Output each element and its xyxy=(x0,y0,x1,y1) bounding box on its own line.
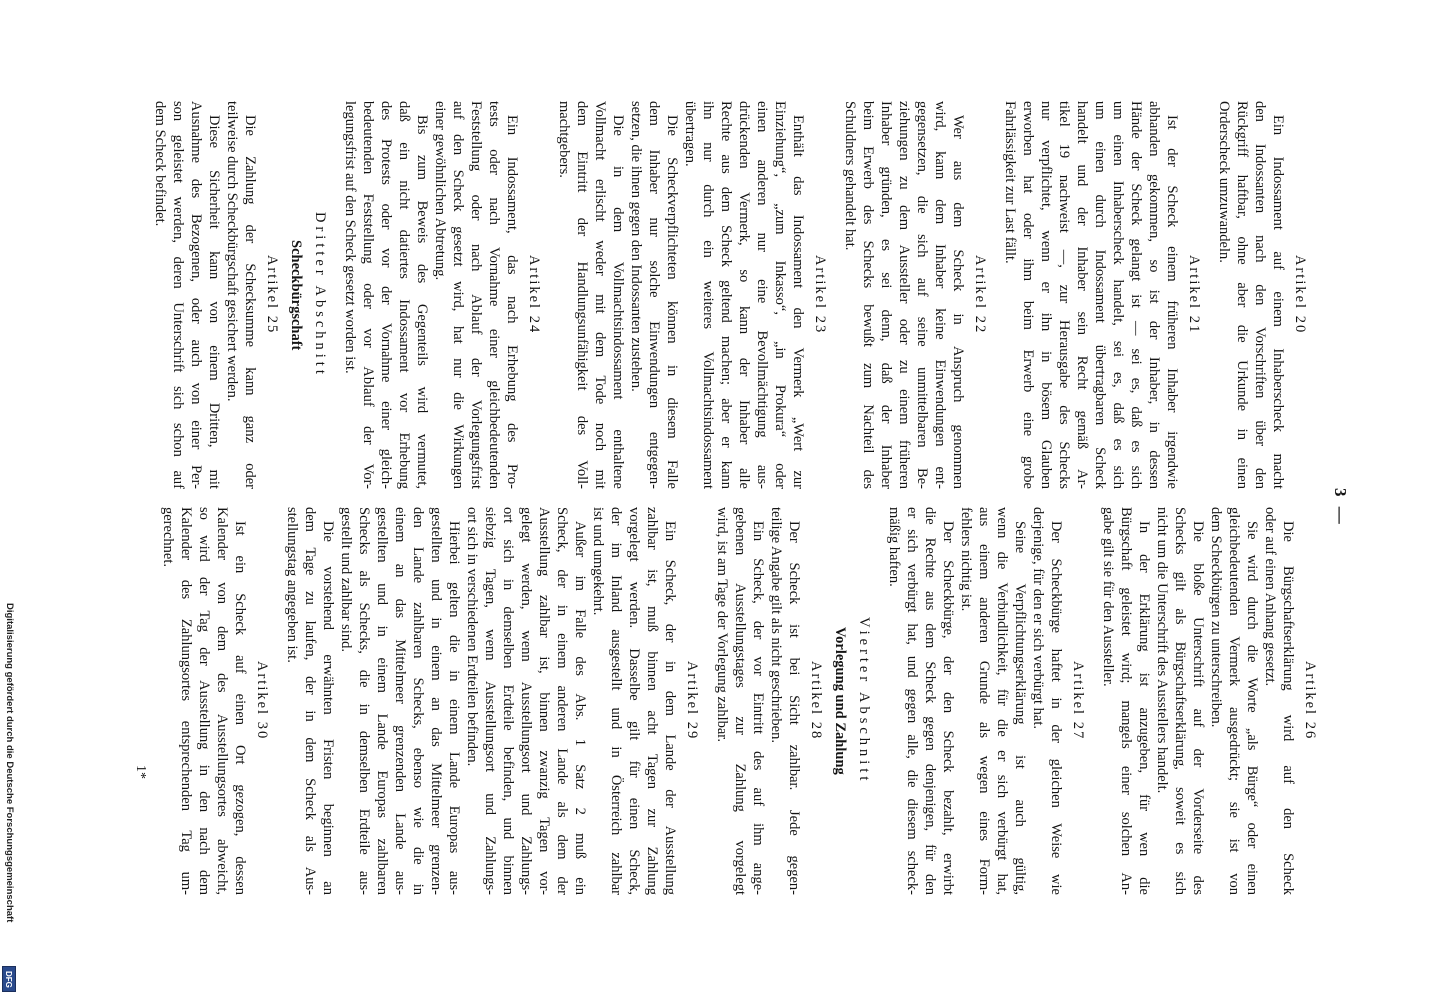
article-heading: Artikel 23 xyxy=(812,255,828,335)
text-line: Die vorstehend erwähnten Fristen beginnen an xyxy=(320,521,336,895)
text-line: auf den Scheck gesetzt wird, hat nur die Wirkungen xyxy=(450,101,466,489)
text-line: Feststellung oder nach Ablauf der Vorlegungsfrist xyxy=(468,101,484,489)
text-line: wird, ist am Tage der Vorlegung zahlbar. xyxy=(714,507,730,742)
section-heading: Vierter Abschnitt xyxy=(856,617,872,785)
text-line: fehlers nichtig ist. xyxy=(958,507,974,612)
text-line: siebzig Tagen, wenn Ausstellungsort und Zahlungs- xyxy=(482,507,498,895)
text-line: des Protests oder vor der Vornahme einer gleich- xyxy=(378,101,394,489)
text-line: vorgelegt werden. Dasselbe gilt für einen Scheck, xyxy=(626,507,642,895)
text-line: In der Erklärung ist anzugeben, für wen die xyxy=(1136,521,1152,895)
text-line: Außer im Falle des Abs. 1 Satz 2 muß ein xyxy=(572,521,588,895)
text-line: um einen durch Indossament übertragbaren Scheck xyxy=(1092,101,1108,489)
article-heading: Artikel 26 xyxy=(1302,661,1318,741)
text-line: Hierbei gelten die in einem Lande Europas aus- xyxy=(446,521,462,895)
text-line: Fahrlässigkeit zur Last fällt. xyxy=(1002,101,1018,264)
article-heading: Artikel 25 xyxy=(264,255,280,335)
section-title: Scheckbürgschaft xyxy=(288,239,304,351)
text-line: Ausstellung zahlbar ist, binnen zwanzig Tagen vor- xyxy=(536,507,552,895)
text-column-right xyxy=(149,507,1319,895)
text-line: ort sich in demselben Erdteile befinden, und binnen xyxy=(500,507,516,895)
page-number: 3 — xyxy=(1331,488,1350,524)
text-line: handelt und der Inhaber sein Recht gemäß Ar- xyxy=(1074,101,1090,489)
text-line: ist und umgekehrt. xyxy=(590,507,606,616)
text-line: Der Scheck ist bei Sicht zahlbar. Jede gegen- xyxy=(786,521,802,895)
text-line: Die bloße Unterschrift auf der Vorderseite des xyxy=(1190,521,1206,895)
text-line: Ist ein Scheck auf einen Ort gezogen, dessen xyxy=(232,521,248,895)
text-line: Bürgschaft geleistet wird; mangels einer solchen An- xyxy=(1118,507,1134,895)
text-line: Kalender des Zahlungsortes entsprechenden Tag um- xyxy=(178,507,194,895)
text-line: Ein Scheck, der in dem Lande der Ausstellung xyxy=(662,521,678,895)
text-line: tests oder nach Vornahme einer gleichbedeutenden xyxy=(486,101,502,489)
text-line: Hände der Scheck gelangt ist — sei es, daß es sich xyxy=(1128,101,1144,489)
section-title: Vorlegung und Zahlung xyxy=(832,627,848,775)
text-line: gestellt und zahlbar sind. xyxy=(338,507,354,652)
article-heading: Artikel 27 xyxy=(1070,661,1086,741)
text-line: Die in dem Vollmachtsindossament enthaltene xyxy=(610,115,626,489)
text-line: einer gewöhnlichen Abtretung. xyxy=(432,101,448,281)
text-line: Orderscheck umzuwandeln. xyxy=(1216,101,1232,263)
text-line: machtgebers. xyxy=(556,101,572,178)
text-line: den Lande zahlbaren Schecks, ebenso wie die in xyxy=(410,507,426,895)
text-line: Enthält das Indossament den Vermerk „Wert zur xyxy=(790,115,806,489)
section-heading: Dritter Abschnitt xyxy=(312,212,328,378)
text-line: übertragen. xyxy=(682,101,698,167)
text-line: ziehungen zu dem Aussteller oder zu einem früheren xyxy=(896,101,912,489)
text-line: um einen Inhaberscheck handelt, sei es, daß es sich xyxy=(1110,101,1126,489)
text-line: Rechte aus dem Scheck geltend machen; aber er kann xyxy=(718,101,734,489)
article-heading: Artikel 29 xyxy=(684,661,700,741)
text-line: Die Zahlung der Schecksumme kann ganz oder xyxy=(242,115,258,489)
text-line: den Indossanten nach den Vorschriften über den xyxy=(1252,101,1268,489)
text-line: bedeutenden Feststellung oder vor Ablauf der Vor- xyxy=(360,101,376,489)
text-line: oder auf einen Anhang gesetzt. xyxy=(1262,507,1278,687)
text-line: Seine Verpflichtungserklärung ist auch gültig, xyxy=(1012,521,1028,895)
text-line: dem Scheckbürgen zu unterschreiben. xyxy=(1208,507,1224,728)
text-line: son geleistet werden, deren Unterschrift sich schon auf xyxy=(170,101,186,489)
text-line: Wer aus dem Scheck in Anspruch genommen xyxy=(950,115,966,489)
text-line: dem Scheck befindet. xyxy=(152,101,168,227)
text-line: tikel 19 nachweist —, zur Herausgabe des Schecks xyxy=(1056,101,1072,489)
text-line: gestellten und in einem an das Mittelmeer grenzen- xyxy=(428,507,444,895)
text-line: so wird der Tag der Ausstellung in den nach dem xyxy=(196,507,212,895)
dfg-logo-icon: DFG xyxy=(2,966,16,992)
signature-mark: 1* xyxy=(133,765,148,779)
text-line: teilige Angabe gilt als nicht geschrieben. xyxy=(768,507,784,743)
article-heading: Artikel 22 xyxy=(972,255,988,335)
text-line: wird, kann dem Inhaber keine Einwendungen ent- xyxy=(932,101,948,489)
text-line: Die Scheckverpflichteten können in diesem Falle xyxy=(664,115,680,489)
text-line: Ausnahme des Bezogenen, oder auch von einer Per- xyxy=(188,101,204,489)
text-line: beim Erwerb des Schecks bewußt zum Nachteil des xyxy=(860,101,876,489)
text-line: zahlbar ist, muß binnen acht Tagen zur Zahlung xyxy=(644,507,660,895)
text-line: abhanden gekommen, so ist der Inhaber, in dessen xyxy=(1146,101,1162,489)
text-line: Ist der Scheck einem früheren Inhaber irgendwie xyxy=(1164,115,1180,489)
text-line: Der Scheckbürge, der den Scheck bezahlt, erwirbt xyxy=(940,521,956,895)
text-line: Kalender von dem des Ausstellungsortes abweicht, xyxy=(214,507,230,895)
digitization-credit: Digitalisierung gefördert durch die Deutsche Forschungsgemeinschaft xyxy=(4,603,15,923)
text-line: Inhaber gründen, es sei denn, daß der Inhaber xyxy=(878,101,894,489)
text-line: legungsfrist auf den Scheck gesetzt worden ist. xyxy=(342,101,358,374)
text-line: Schecks gilt als Bürgschaftserklärung, soweit es sich xyxy=(1172,507,1188,895)
text-line: Ein Indossament auf einem Inhaberscheck macht xyxy=(1270,115,1286,489)
text-line: er sich verbürgt hat, und gegen alle, die diesem scheck- xyxy=(904,507,920,895)
text-line: Rückgriff haftbar, ohne aber die Urkunde in einen xyxy=(1234,101,1250,489)
text-line: ort sich in verschiedenen Erdteilen befinden. xyxy=(464,507,480,767)
article-heading: Artikel 30 xyxy=(254,661,270,741)
text-line: wenn die Verbindlichkeit, für die er sich verbürgt hat, xyxy=(994,507,1010,895)
text-line: daß ein nicht datiertes Indossament vor Erhebung xyxy=(396,101,412,489)
text-line: erworben hat oder ihm beim Erwerb eine grobe xyxy=(1020,101,1036,489)
text-line: nicht um die Unterschrift des Ausstellers handelt. xyxy=(1154,507,1170,794)
text-line: dem Tage zu laufen, der in dem Scheck als Aus- xyxy=(302,507,318,895)
text-line: Schuldners gehandelt hat. xyxy=(842,101,858,251)
text-line: die Rechte aus dem Scheck gegen denjenigen, für den xyxy=(922,507,938,895)
text-line: Bis zum Beweis des Gegenteils wird vermutet, xyxy=(414,115,430,489)
text-line: dem Inhaber nur solche Einwendungen entgegen- xyxy=(646,101,662,489)
article-heading: Artikel 21 xyxy=(1186,255,1202,335)
text-line: Ein Scheck, der vor Eintritt des auf ihm ange- xyxy=(750,521,766,895)
text-line: ihn nur durch ein weiteres Vollmachtsindossament xyxy=(700,101,716,489)
text-line: Einziehung“, „zum Inkasso“, „in Prokura“ oder xyxy=(772,101,788,489)
text-line: gabe gilt sie für den Aussteller. xyxy=(1100,507,1116,687)
text-line: Die Bürgschaftserklärung wird auf den Scheck xyxy=(1280,521,1296,895)
article-heading: Artikel 20 xyxy=(1292,255,1308,335)
text-line: gegensetzen, die sich auf seine unmittelbaren Be- xyxy=(914,101,930,489)
text-line: derjenige, für den er sich verbürgt hat. xyxy=(1030,507,1046,729)
text-line: teilweise durch Scheckbürgschaft gesichert werden. xyxy=(224,101,240,402)
text-line: einen anderen nur eine Bevollmächtigung aus- xyxy=(754,101,770,489)
article-heading: Artikel 24 xyxy=(526,255,542,335)
text-line: mäßig haften. xyxy=(886,507,902,587)
text-line: aus einem anderen Grunde als wegen eines Form- xyxy=(976,507,992,895)
text-line: Scheck, der in einem anderen Lande als dem der xyxy=(554,507,570,895)
text-line: Diese Sicherheit kann von einem Dritten, mit xyxy=(206,115,222,489)
text-line: dem Eintritt der Handlungsunfähigkeit des Voll- xyxy=(574,101,590,489)
text-line: einem an das Mittelmeer grenzenden Lande aus- xyxy=(392,507,408,895)
text-line: gestellten und in einem Lande Europas zahlbaren xyxy=(374,507,390,895)
text-line: nur verpflichtet, wenn er ihn in bösem Glauben xyxy=(1038,101,1054,489)
text-line: setzen, die ihnen gegen den Indossanten zustehen. xyxy=(628,101,644,392)
text-line: gerechnet. xyxy=(160,507,176,567)
text-line: Der Scheckbürge haftet in der gleichen Weise wie xyxy=(1048,521,1064,895)
text-line: drückenden Vermerk, so kann der Inhaber alle xyxy=(736,101,752,489)
article-heading: Artikel 28 xyxy=(808,661,824,741)
text-line: Schecks als Schecks, die in demselben Erdteile aus- xyxy=(356,507,372,895)
text-line: Sie wird durch die Worte „als Bürge“ oder einen xyxy=(1244,521,1260,895)
text-line: Vollmacht erlischt weder mit dem Tode noch mit xyxy=(592,101,608,489)
text-line: der im Inland ausgestellt und in Österreich zahlbar xyxy=(608,507,624,895)
text-column-left xyxy=(139,101,1309,489)
text-line: Ein Indossament, das nach Erhebung des Pro- xyxy=(504,115,520,489)
text-line: gebenen Ausstellungstages zur Zahlung vorgelegt xyxy=(732,507,748,895)
text-line: gleichbedeutenden Vermerk ausgedrückt; sie ist von xyxy=(1226,507,1242,895)
text-line: stellungstag angegeben ist. xyxy=(284,507,300,663)
text-line: gelegt werden, wenn Ausstellungsort und Zahlungs- xyxy=(518,507,534,895)
